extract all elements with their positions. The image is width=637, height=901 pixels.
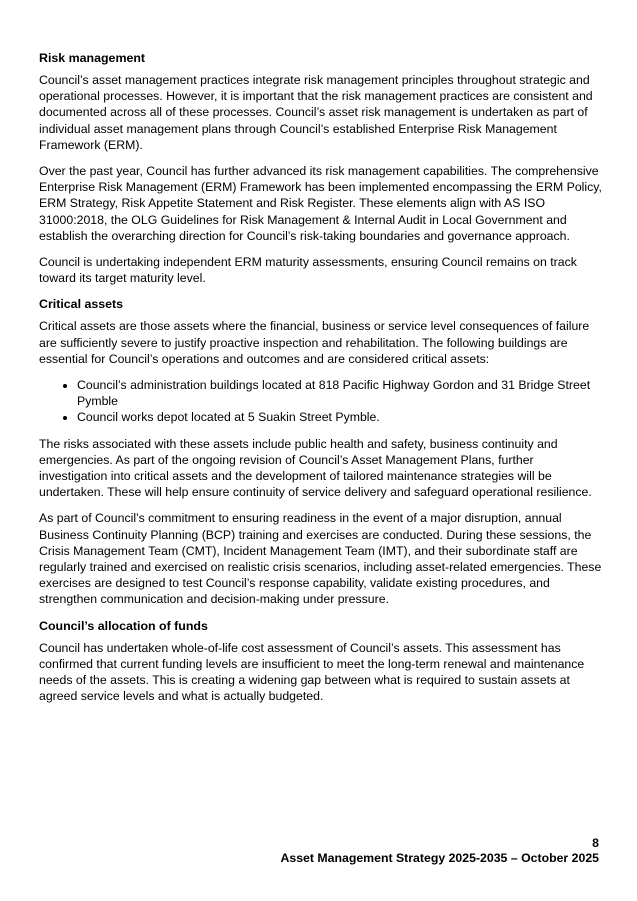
paragraph: As part of Council’s commitment to ensuring readiness in the event of a major disruption, annual Business Continuity Planning (BCP) training and exercises are conducted. During these sessions, the Crisis Management Team (CMT), Incident Management Team (IMT), and their subordinate staff are regularly trained and exercised on realistic crisis scenarios, including asset-related emergencies. These exercises are designed to test Council’s response capability, validate existing procedures, and strengthen communication and decision-making under pressure. (39, 511, 602, 607)
list-item: • Council’s administration buildings located at 818 Pacific Highway Gordon and 31 Bridge Street Pymble (77, 377, 602, 409)
list-item: • Council works depot located at 5 Suakin Street Pymble. (77, 409, 602, 425)
section-heading-critical-assets: Critical assets (39, 297, 124, 312)
critical-assets-list (39, 377, 602, 426)
section-heading-allocation-of-funds: Council’s allocation of funds (39, 618, 208, 633)
paragraph: The risks associated with these assets include public health and safety, business continuity and emergencies. As part of the ongoing revision of Council’s Asset Management Plans, further investigation into critical assets and the development of tailored maintenance strategies will be undertaken. These will help ensure continuity of service delivery and safeguard operational resilience. (39, 436, 592, 500)
paragraph: Critical assets are those assets where the financial, business or service level consequences of failure are sufficiently severe to justify proactive inspection and rehabilitation. The following buildings are essential for Council’s operations and outcomes and are considered critical assets: (39, 319, 590, 366)
page-content (39, 50, 602, 715)
document-title: Asset Management Strategy 2025-2035 – October 2025 (280, 851, 599, 865)
section-heading-risk-management: Risk management (39, 51, 146, 65)
paragraph: Council’s asset management practices integrate risk management principles throughout strategic and operational processes. However, it is important that the risk management practices are consistent and documented across all of these processes. Council’s asset risk management is undertaken as part of individual asset management plans through Council’s established Enterprise Risk Management Framework (ERM). (39, 73, 593, 152)
paragraph: Council has undertaken whole-of-life cost assessment of Council’s assets. This assessment has confirmed that current funding levels are insufficient to meet the long-term renewal and maintenance needs of the assets. This is creating a widening gap between what is required to sustain assets at agreed service levels and what is actually budgeted. (39, 640, 585, 704)
paragraph: Over the past year, Council has further advanced its risk management capabilities. The comprehensive Enterprise Risk Management (ERM) Framework has been implemented encompassing the ERM Policy, ERM Strategy, Risk Appetite Statement and Risk Register. These elements align with AS ISO 31000:2018, the OLG Guidelines for Risk Management & Internal Audit in Local Government and establish the overarching direction for Council’s risk-taking boundaries and governance approach. (39, 164, 602, 243)
page-number: 8 (592, 836, 599, 850)
paragraph: Council is undertaking independent ERM maturity assessments, ensuring Council remains on track toward its target maturity level. (39, 255, 577, 286)
